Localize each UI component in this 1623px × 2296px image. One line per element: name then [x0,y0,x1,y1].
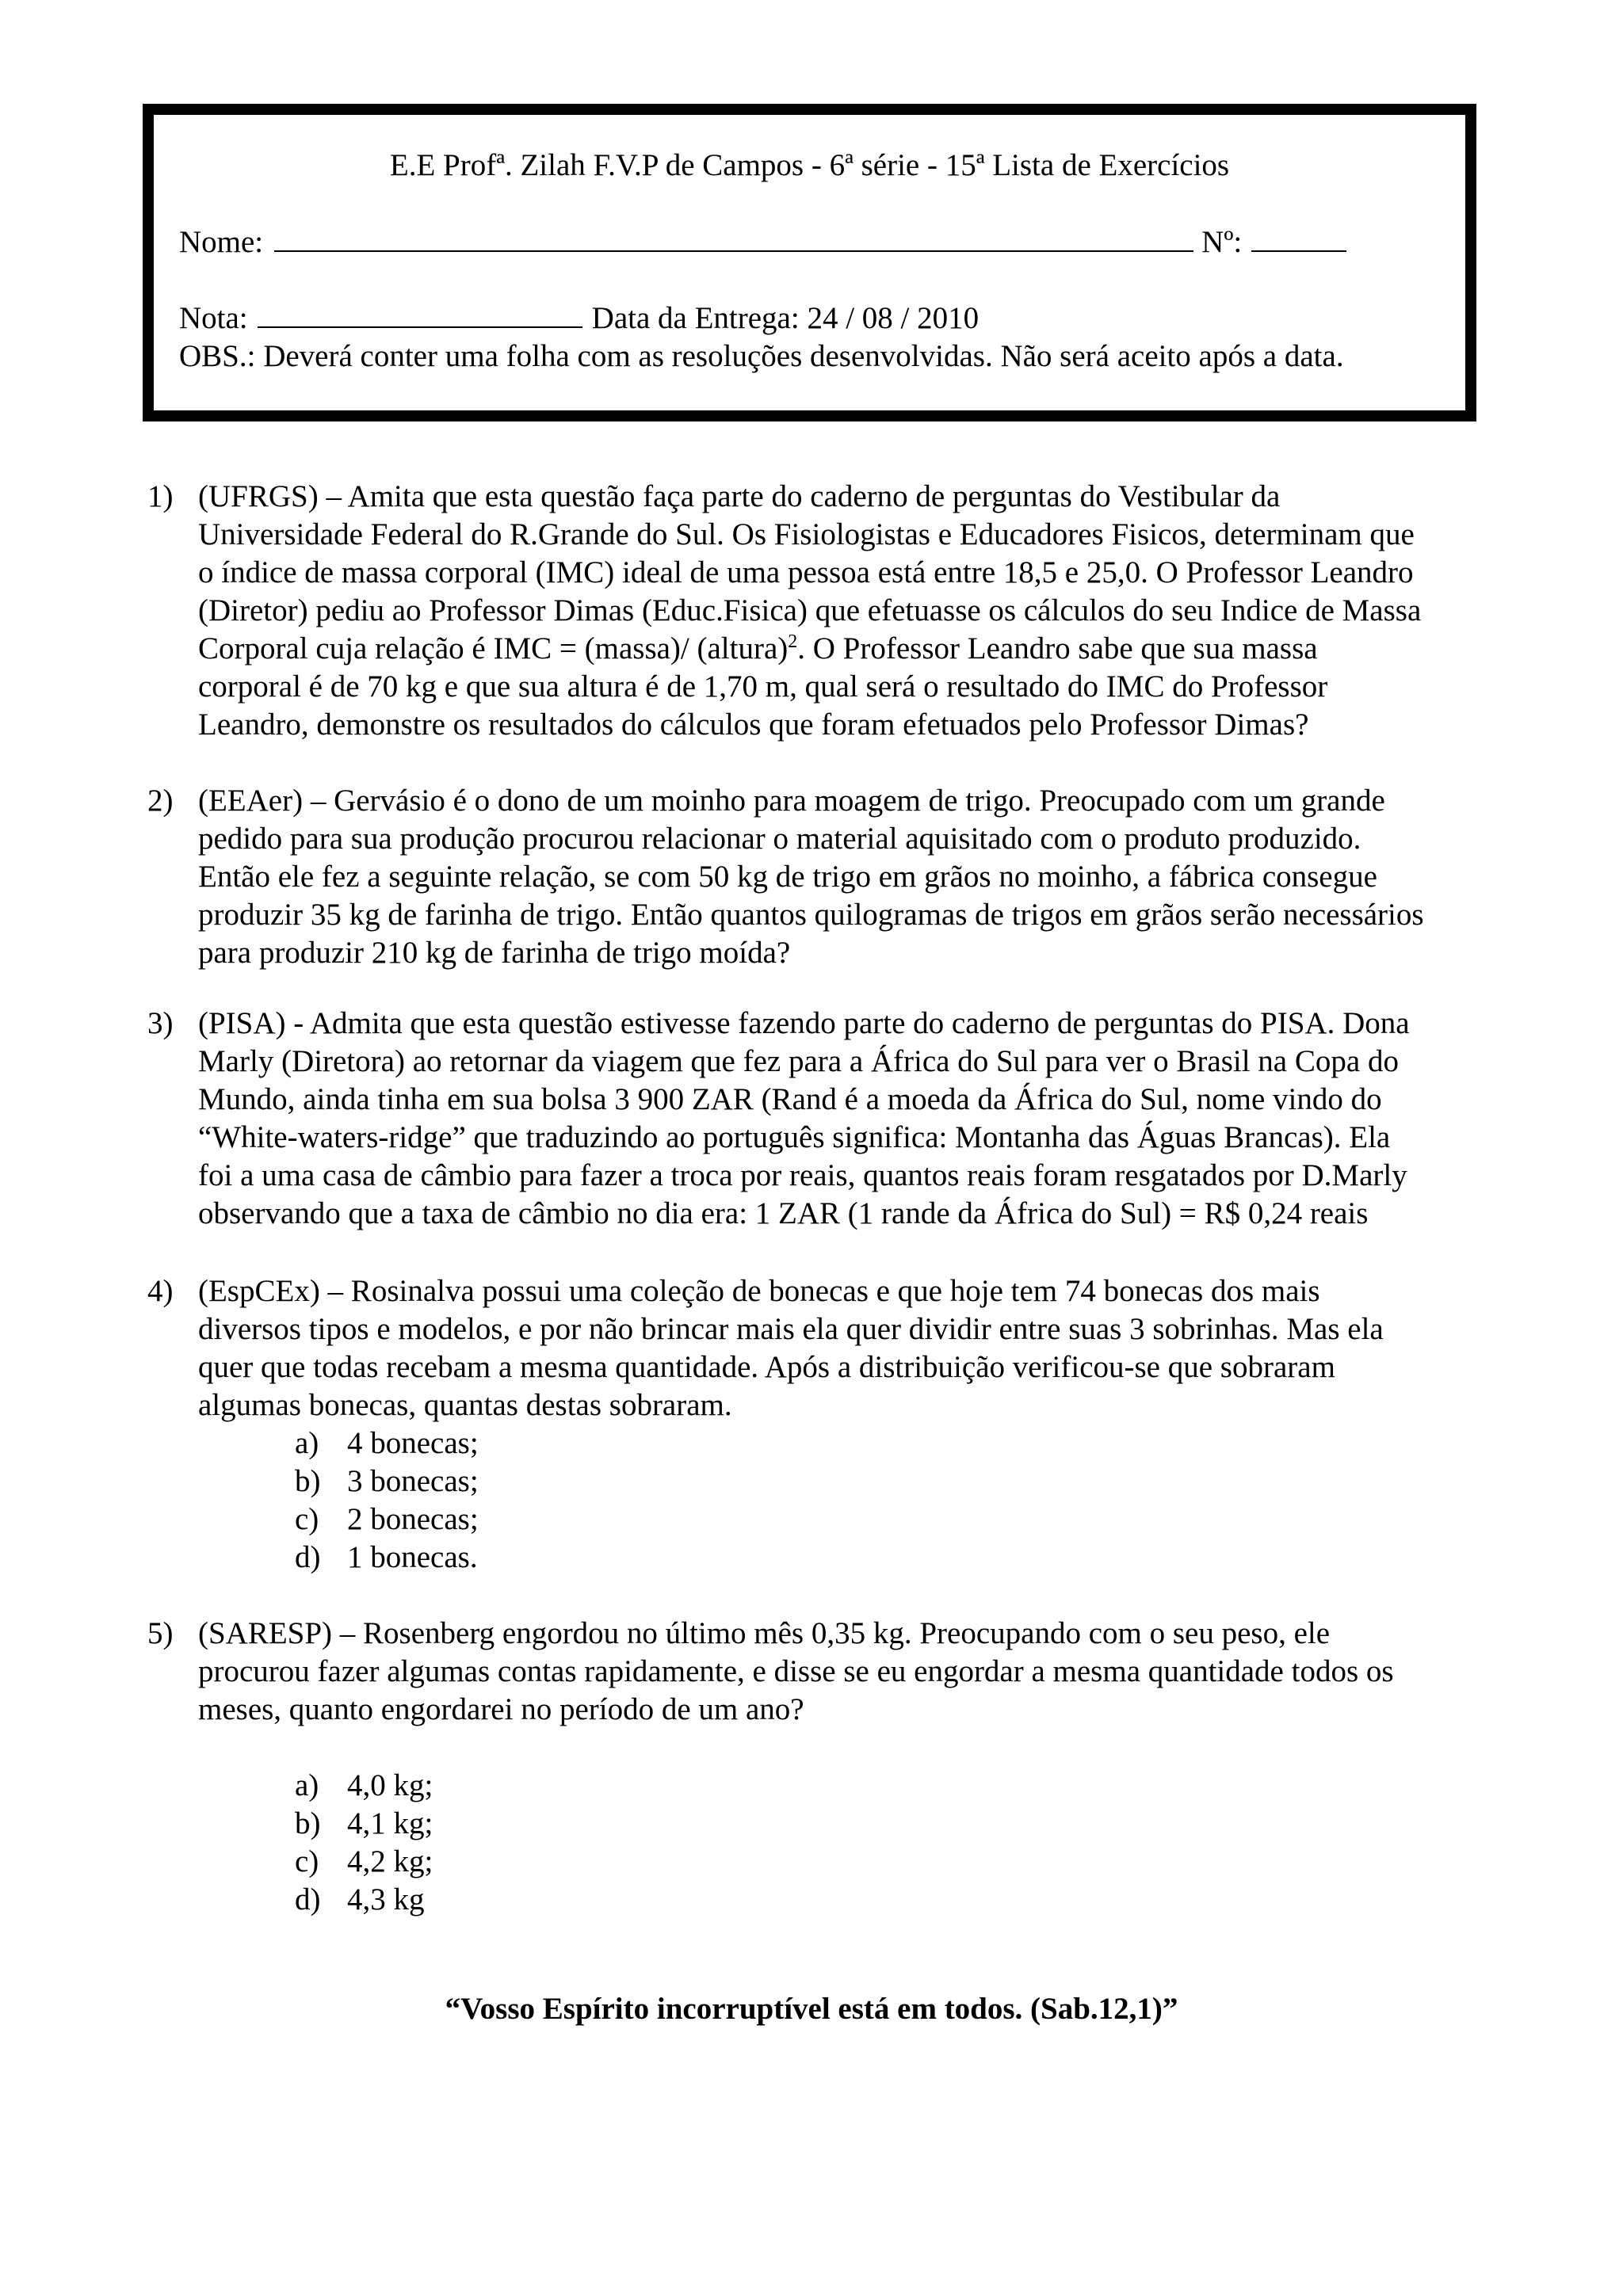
closing-quote: “Vosso Espírito incorruptível está em todos. (Sab.12,1)” [445,1992,1178,2026]
grade-row [179,299,979,338]
name-blank[interactable] [274,223,1193,252]
option-text: 4,0 kg; [347,1768,433,1802]
question-line: Mundo, ainda tinha em sua bolsa 3 900 ZAR (Rand é a moeda da África do Sul, nome vindo do [198,1082,1382,1116]
option-text: 1 bonecas. [347,1540,478,1574]
question-line: quer que todas recebam a mesma quantidade. Após a distribuição verificou-se que sobraram [198,1350,1335,1384]
question-line: Marly (Diretora) ao retornar da viagem que fez para a África do Sul para ver o Brasil na Copa do [198,1044,1399,1078]
worksheet-title: E.E Profª. Zilah F.V.P de Campos - 6ª série - 15ª Lista de Exercícios [389,148,1230,182]
option-letter: b) [295,1806,321,1840]
option-c [295,1843,433,1881]
question-number: 1) [147,479,174,513]
header-box [143,104,1476,421]
option-a [295,1425,479,1463]
question-5-options [295,1767,433,1919]
option-letter: d) [295,1540,321,1574]
question-line: para produzir 210 kg de farinha de trigo moída? [198,936,791,970]
question-line: pedido para sua produção procurou relacionar o material aquisitado com o produto produzido. [198,822,1361,856]
formula-text: Corporal cuja relação é IMC = (massa)/ (altura) [198,631,789,666]
question-line: produzir 35 kg de farinha de trigo. Então quantos quilogramas de trigos em grãos serão necessários [198,898,1424,932]
question-4 [198,1272,1514,1425]
grade-blank[interactable] [258,299,582,328]
question-number: 3) [147,1006,174,1040]
question-line: (SARESP) – Rosenberg engordou no último mês 0,35 kg. Preocupando com o seu peso, ele [198,1616,1331,1650]
option-a [295,1767,433,1805]
number-blank[interactable] [1251,223,1346,252]
option-letter: d) [295,1882,321,1917]
note-row: OBS.: Deverá conter uma folha com as resoluções desenvolvidas. Não será aceito após a data. [179,339,1344,373]
option-d [295,1539,479,1577]
option-text: 4 bonecas; [347,1426,479,1460]
question-line: o índice de massa corporal (IMC) ideal de uma pessoa está entre 18,5 e 25,0. O Professor Leandro [198,555,1414,589]
question-line: Universidade Federal do R.Grande do Sul. Os Fisiologistas e Educadores Fisicos, determinam que [198,517,1415,551]
question-line: observando que a taxa de câmbio no dia era: 1 ZAR (1 rande da África do Sul) = R$ 0,24 reais [198,1196,1369,1230]
question-4-options [295,1425,479,1577]
question-line: foi a uma casa de câmbio para fazer a troca por reais, quantos reais foram resgatados por D.Marly [198,1158,1407,1192]
option-c [295,1501,479,1539]
question-line: procurou fazer algumas contas rapidamente, e disse se eu engordar a mesma quantidade todos os [198,1654,1394,1688]
question-1 [198,478,1514,744]
due-date: Data da Entrega: 24 / 08 / 2010 [591,301,980,335]
question-line: (UFRGS) – Amita que esta questão faça parte do caderno de perguntas do Vestibular da [198,479,1281,513]
option-d [295,1881,433,1919]
question-line: “White-waters-ridge” que traduzindo ao português significa: Montanha das Águas Brancas). Ela [198,1120,1391,1154]
question-line: corporal é de 70 kg e que sua altura é de 1,70 m, qual será o resultado do IMC do Professor [198,669,1328,704]
question-line: diversos tipos e modelos, e por não brincar mais ela quer dividir entre suas 3 sobrinhas. Mas ela [198,1312,1384,1346]
question-line: algumas bonecas, quantas destas sobraram. [198,1388,732,1422]
question-line: Então ele fez a seguinte relação, se com 50 kg de trigo em grãos no moinho, a fábrica consegue [198,860,1377,894]
option-letter: a) [295,1426,319,1460]
question-line: Leandro, demonstre os resultados do cálculos que foram efetuados pelo Professor Dimas? [198,707,1309,742]
question-line-formula [198,630,1514,668]
question-line: meses, quanto engordarei no período de um ano? [198,1692,804,1726]
name-row [179,223,1346,261]
formula-exponent: 2 [788,631,798,652]
question-number: 5) [147,1616,174,1650]
question-number: 2) [147,784,174,818]
question-line: (PISA) - Admita que esta questão estivesse fazendo parte do caderno de perguntas do PISA. Dona [198,1006,1410,1040]
question-number: 4) [147,1274,174,1308]
option-text: 4,1 kg; [347,1806,433,1840]
question-5 [198,1615,1514,1729]
option-letter: b) [295,1464,321,1498]
option-letter: a) [295,1768,319,1802]
option-text: 4,3 kg [347,1882,425,1917]
question-2 [198,782,1514,972]
option-letter: c) [295,1502,319,1536]
option-b [295,1463,479,1501]
option-text: 4,2 kg; [347,1844,433,1878]
option-text: 2 bonecas; [347,1502,479,1536]
formula-tail: . O Professor Leandro sabe que sua massa [797,631,1318,666]
question-line: (EEAer) – Gervásio é o dono de um moinho para moagem de trigo. Preocupado com um grande [198,784,1385,818]
question-line: (Diretor) pediu ao Professor Dimas (Educ.Fisica) que efetuasse os cálculos do seu Indice de Massa [198,593,1422,627]
name-label: Nome: [179,225,264,259]
option-text: 3 bonecas; [347,1464,479,1498]
option-letter: c) [295,1844,319,1878]
grade-label: Nota: [179,301,248,335]
question-3 [198,1005,1514,1233]
number-label: Nº: [1201,225,1243,259]
question-line: (EspCEx) – Rosinalva possui uma coleção de bonecas e que hoje tem 74 bonecas dos mais [198,1274,1320,1308]
option-b [295,1805,433,1843]
